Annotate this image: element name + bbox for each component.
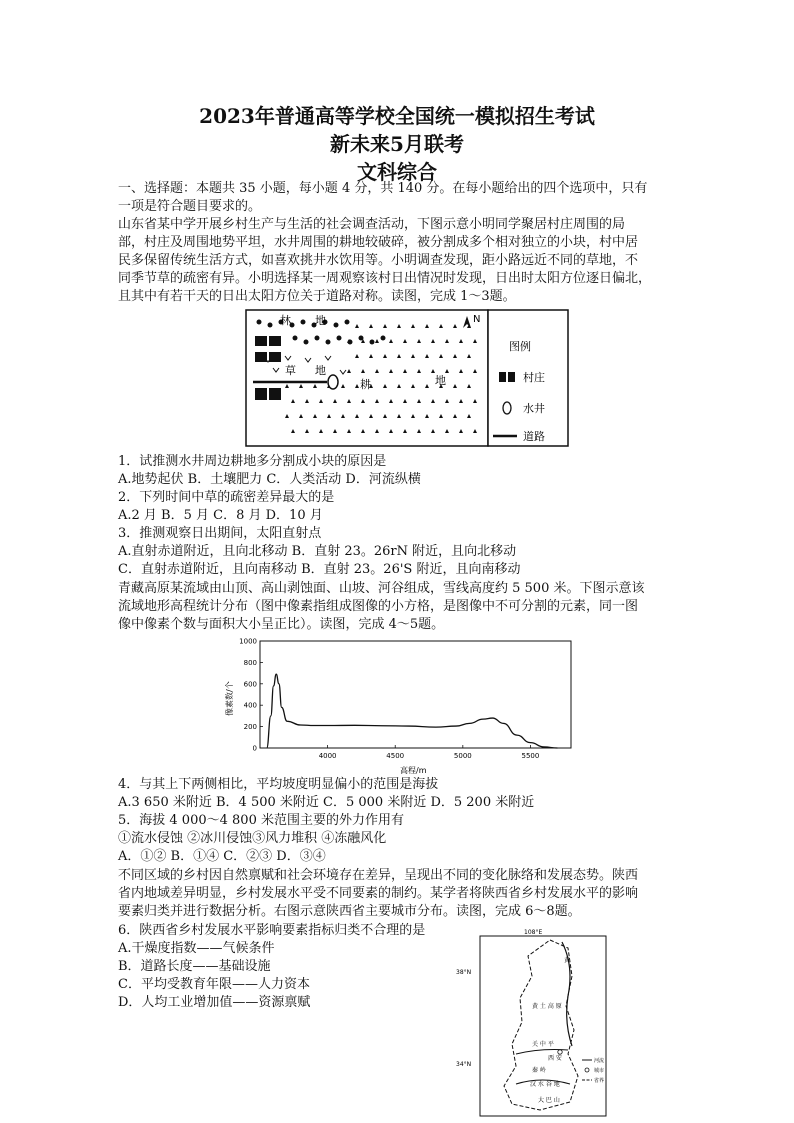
passage-line: 省内地域差异明显，乡村发展水平受不同要素的制约。某学者将陕西省乡村发展水平的影响 — [118, 886, 639, 901]
question-line: 5．海拔 4 000～4 800 米范围主要的外力作用有 — [118, 813, 404, 828]
question-line: C．直射赤道附近，且向南移动 B．直射 23。26'S 附近，且向南移动 — [118, 562, 521, 577]
passage-line: 山东省某中学开展乡村生产与生活的社会调查活动，下图示意小明同学聚居村庄周围的局 — [118, 217, 626, 232]
y-tick-label: 800 — [243, 658, 257, 667]
y-axis-label: 像素数/个 — [225, 681, 234, 716]
longitude-label: 108°E — [524, 929, 543, 936]
question-line: 6．陕西省乡村发展水平影响要素指标归类不合理的是 — [118, 923, 426, 938]
question-line: 3．推测观察日出期间，太阳直射点 — [118, 526, 322, 541]
farmland-label: 地 — [435, 374, 446, 387]
section-intro-line: 一项是符合题目要求的。 — [118, 199, 262, 214]
y-tick-label: 0 — [252, 744, 257, 753]
tree-icon — [326, 340, 331, 345]
y-tick-label: 1000 — [239, 637, 257, 646]
region-label: 秦 岭 — [532, 1067, 546, 1074]
y-tick-label: 400 — [243, 701, 257, 710]
passage-line: 同季节草的疏密有异。小明选择某一周观察该村日出情况时发现，日出时太阳方位逐日偏北， — [118, 271, 652, 286]
x-tick-label: 4500 — [386, 752, 405, 760]
question-line: D．人均工业增加值——资源禀赋 — [118, 995, 311, 1010]
question-line: 4．与其上下两侧相比，平均坡度明显偏小的范围是海拔 — [118, 777, 439, 792]
question-line: A.干燥度指数——气候条件 — [118, 941, 275, 956]
latitude-38-label: 38°N — [456, 969, 472, 976]
tree-icon — [257, 320, 262, 325]
legend-title: 图例 — [509, 340, 531, 353]
village-map — [245, 308, 570, 448]
city-label: 西 安 — [548, 1055, 562, 1062]
y-tick-label: 600 — [243, 680, 257, 689]
tree-icon — [293, 336, 298, 341]
question-line: 2．下列时间中草的疏密差异最大的是 — [118, 490, 335, 505]
exam-subtitle: 新未来5月联考 — [330, 132, 464, 156]
x-tick-label: 4000 — [318, 752, 337, 760]
legend-city-icon — [585, 1068, 589, 1072]
tree-icon — [301, 320, 306, 325]
grass-label: 草 — [285, 364, 296, 377]
passage-line: 民多保留传统生活方式，如喜欢挑井水饮用等。小明调查发现，距小路远近不同的草地，不 — [118, 253, 639, 268]
x-tick-label: 5500 — [521, 752, 540, 760]
tree-icon — [370, 340, 375, 345]
question-line: A.2 月 B．5 月 C．8 月 D．10 月 — [118, 508, 323, 523]
exam-title: 2023年普通高等学校全国统一模拟招生考试 — [199, 104, 595, 128]
x-axis-label: 高程/m — [400, 766, 427, 775]
subject-title: 文科综合 — [357, 160, 437, 184]
legend-village-label: 村庄 — [523, 371, 545, 384]
well-icon — [328, 375, 338, 389]
legend-road-label: 道路 — [523, 430, 545, 443]
plot-frame — [260, 641, 571, 748]
passage-line: 要素归类并进行数据分析。右图示意陕西省主要城市分布。读图，完成 6～8题。 — [118, 904, 581, 919]
passage-line: 像中像素个数与面积大小呈正比）。读图，完成 4～5题。 — [118, 617, 445, 632]
tree-icon — [381, 336, 386, 341]
passage-line: 青藏高原某流域由山顶、高山剥蚀面、山坡、河谷组成，雪线高度约 5 500 米。下图示意该 — [118, 581, 645, 596]
question-line: A.直射赤道附近，且向北移动 B．直射 23。26rN 附近，且向北移动 — [118, 544, 517, 559]
legend-well-icon — [503, 402, 511, 414]
question-line: ①流水侵蚀 ②冰川侵蚀③风力堆积 ④冻融风化 — [118, 831, 387, 846]
x-tick-label: 5000 — [453, 752, 472, 760]
legend-border-label: 省界 — [594, 1078, 605, 1084]
region-label: 汉 水 谷 地 — [530, 1081, 560, 1088]
city-icon — [558, 1050, 562, 1054]
passage-line: 流域地形高程统计分布（图中像素指组成图像的小方格，是图像中不可分割的元素，同一图 — [118, 599, 639, 614]
grass-label: 地 — [315, 364, 326, 377]
question-line: B．道路长度——基础设施 — [118, 959, 271, 974]
question-line: A.地势起伏 B．土壤肥力 C．人类活动 D．河流纵横 — [118, 472, 421, 487]
passage-line: 且其中有若干天的日出太阳方位关于道路对称。读图，完成 1～3题。 — [118, 289, 516, 304]
tree-icon — [304, 340, 309, 345]
question-line: A.3 650 米附近 B．4 500 米附近 C．5 000 米附近 D．5 200 米附近 — [118, 795, 535, 810]
tree-icon — [337, 336, 342, 341]
north-label: N — [473, 314, 481, 325]
region-label: 黄 土 高 原 — [532, 1003, 562, 1010]
legend-river-label: 河流 — [594, 1058, 605, 1064]
latitude-34-label: 34°N — [456, 1061, 472, 1068]
tree-icon — [334, 323, 339, 328]
yellow-river-label: 黄 — [564, 957, 571, 964]
question-line: C．平均受教育年限——人力资本 — [118, 977, 310, 992]
forest-label: 地 — [315, 314, 326, 327]
region-label: 大 巴 山 — [538, 1097, 560, 1104]
farmland-label: 耕 — [360, 378, 371, 391]
legend-well-label: 水井 — [523, 402, 545, 415]
tree-icon — [268, 323, 273, 328]
section-intro-line: 一、选择题：本题共 35 小题，每小题 4 分，共 140 分。在每小题给出的四个选项中，只有 — [118, 181, 648, 196]
question-line: 1．试推测水井周边耕地多分割成小块的原因是 — [118, 454, 387, 469]
tree-icon — [315, 336, 320, 341]
elevation-chart — [222, 636, 582, 776]
question-line: A．①② B．①④ C．②③ D．③④ — [118, 849, 326, 864]
forest-label: 林 — [280, 314, 291, 327]
y-tick-label: 200 — [243, 723, 257, 732]
legend-city-label: 城市 — [594, 1068, 605, 1074]
shaanxi-map — [450, 926, 610, 1118]
region-label: 关 中 平 — [532, 1041, 554, 1048]
passage-line: 部，村庄及周围地势平坦，水井周围的耕地较破碎，被分割成多个相对独立的小块，村中居 — [118, 235, 639, 250]
tree-icon — [345, 320, 350, 325]
passage-line: 不同区域的乡村因自然禀赋和社会环境存在差异，呈现出不同的变化脉络和发展态势。陕西 — [118, 868, 639, 883]
